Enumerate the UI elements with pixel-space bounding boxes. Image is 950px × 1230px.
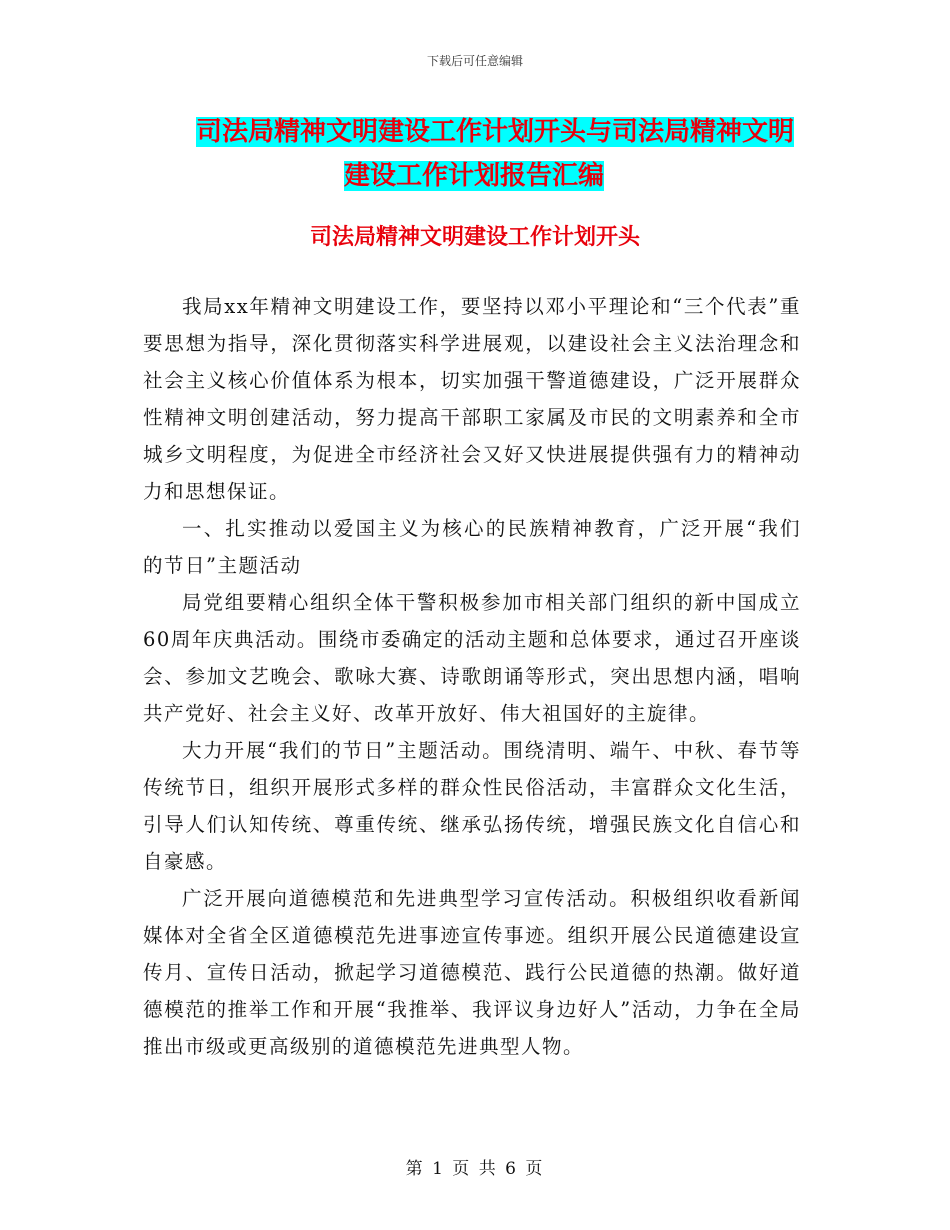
document-title-line-1: 司法局精神文明建设工作计划开头与司法局精神文明 bbox=[196, 117, 795, 147]
section-title: 司法局精神文明建设工作计划开头 bbox=[309, 225, 640, 250]
body-paragraph: 广泛开展向道德模范和先进典型学习宣传活动。积极组织收看新闻媒体对全省全区道德模范先进事迹宣传事迹。组织开展公民道德建设宣传月、宣传日活动，掀起学习道德模范、践行公民道德的热潮。做好道德模范的推举工作和开展“我推举、我评议身边好人”活动，力争在全局推出市级或更高级别的道德模范先进典型人物。 bbox=[143, 887, 801, 1058]
body-paragraph: 我局xx年精神文明建设工作，要坚持以邓小平理论和“三个代表”重要思想为指导，深化贯彻落实科学进展观，以建设社会主义法治理念和社会主义核心价值体系为根本，切实加强干警道德建设，广泛开展群众性精神文明创建活动，努力提高干部职工家属及市民的文明素养和全市城乡文明程度，为促进全市经济社会又好又快进展提供强有力的精神动力和思想保证。 bbox=[143, 295, 801, 503]
document-title bbox=[196, 110, 816, 198]
body-paragraph: 局党组要精心组织全体干警积极参加市相关部门组织的新中国成立60周年庆典活动。围绕市委确定的活动主题和总体要求，通过召开座谈会、参加文艺晚会、歌咏大赛、诗歌朗诵等形式，突出思想内涵，唱响共产党好、社会主义好、改革开放好、伟大祖国好的主旋律。 bbox=[143, 591, 801, 725]
page-footer: 第 1 页 共 6 页 bbox=[405, 1159, 545, 1179]
body-paragraph: 大力开展“我们的节日”主题活动。围绕清明、端午、中秋、春节等传统节日，组织开展形式多样的群众性民俗活动，丰富群众文化生活，引导人们认知传统、尊重传统、继承弘扬传统，增强民族文化自信心和自豪感。 bbox=[143, 739, 801, 873]
document-title-line-2: 建设工作计划报告汇编 bbox=[344, 161, 605, 191]
document-body bbox=[143, 288, 801, 1065]
section-heading-1: 一、扎实推动以爱国主义为核心的民族精神教育，广泛开展“我们的节日”主题活动 bbox=[143, 517, 801, 577]
header-note: 下载后可任意编辑 bbox=[426, 54, 523, 68]
